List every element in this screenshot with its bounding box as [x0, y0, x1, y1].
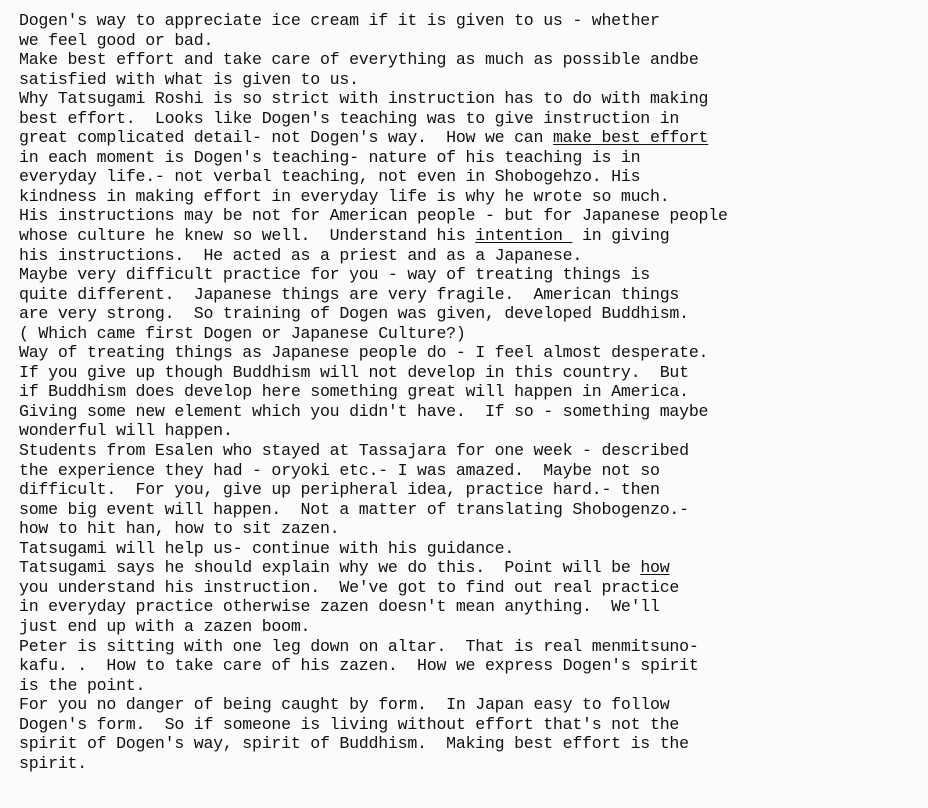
- text-segment: whose culture he knew so well. Understand his: [19, 226, 476, 246]
- text-line: [19, 637, 919, 657]
- text-segment: Dogen's way to appreciate ice cream if it is given to us - whether: [19, 11, 660, 30]
- text-segment: quite different. Japanese things are very fragile. American things: [19, 284, 680, 304]
- text-line: [19, 656, 919, 676]
- typed-text-body: [19, 11, 919, 773]
- text-line: [19, 461, 919, 481]
- text-segment: Tatsugami says he should explain why we do this. Point will be: [19, 558, 641, 578]
- text-segment: His instructions may be not for American people - but for Japanese people: [19, 206, 728, 226]
- underlined-text: intention: [475, 226, 573, 246]
- text-segment: Why Tatsugami Roshi is so strict with instruction has to do with making: [19, 89, 709, 109]
- text-segment: ( Which came first Dogen or Japanese Culture?): [19, 323, 466, 343]
- text-line: [19, 695, 919, 715]
- text-line: [19, 285, 919, 305]
- text-line: [19, 226, 919, 246]
- text-line: [19, 441, 919, 461]
- text-line: [19, 382, 919, 402]
- text-segment: how to hit han, how to sit zazen.: [19, 519, 340, 539]
- text-segment: If you give up though Buddhism will not develop in this country. But: [19, 362, 689, 382]
- text-segment: satisfied with what is given to us.: [19, 69, 359, 89]
- text-line: [19, 11, 919, 31]
- text-line: [19, 167, 919, 187]
- text-segment: in everyday practice otherwise zazen doesn't mean anything. We'll: [19, 597, 660, 617]
- text-segment: we feel good or bad.: [19, 30, 214, 50]
- text-segment: you understand his instruction. We've got to find out real practice: [19, 577, 680, 597]
- text-line: [19, 480, 919, 500]
- text-line: [19, 246, 919, 266]
- text-segment: best effort. Looks like Dogen's teaching was to give instruction in: [19, 108, 680, 128]
- text-segment: Make best effort and take care of everything as much as possible andbe: [19, 50, 699, 70]
- underlined-text: how: [640, 558, 670, 578]
- text-segment: in each moment is Dogen's teaching- nature of his teaching is in: [19, 147, 641, 167]
- text-line: [19, 715, 919, 735]
- text-segment: are very strong. So training of Dogen was given, developed Buddhism.: [19, 304, 689, 324]
- text-line: [19, 519, 919, 539]
- text-line: [19, 31, 919, 51]
- text-segment: Peter is sitting with one leg down on altar. That is real menmitsuno-: [19, 636, 699, 656]
- text-line: [19, 676, 919, 696]
- text-line: [19, 187, 919, 207]
- text-line: [19, 343, 919, 363]
- text-segment: kindness in making effort in everyday life is why he wrote so much.: [19, 186, 670, 206]
- text-line: [19, 597, 919, 617]
- text-segment: the experience they had - oryoki etc.- I was amazed. Maybe not so: [19, 460, 660, 480]
- text-segment: everyday life.- not verbal teaching, not even in Shobogehzo. His: [19, 167, 641, 187]
- text-segment: spirit.: [19, 753, 87, 773]
- text-segment: Dogen's form. So if someone is living without effort that's not the: [19, 714, 680, 734]
- text-line: [19, 578, 919, 598]
- text-segment: wonderful will happen.: [19, 421, 233, 441]
- underlined-text: make best effort: [552, 128, 709, 148]
- text-segment: just end up with a zazen boom.: [19, 616, 311, 636]
- text-line: [19, 500, 919, 520]
- text-segment: Tatsugami will help us- continue with his guidance.: [19, 538, 515, 558]
- text-line: [19, 402, 919, 422]
- text-line: [19, 363, 919, 383]
- text-line: [19, 734, 919, 754]
- text-segment: spirit of Dogen's way, spirit of Buddhism. Making best effort is the: [19, 734, 689, 754]
- text-segment: Maybe very difficult practice for you - way of treating things is: [19, 265, 651, 285]
- text-line: [19, 304, 919, 324]
- text-segment: great complicated detail- not Dogen's way. How we can: [19, 128, 553, 148]
- text-line: [19, 109, 919, 129]
- text-line: [19, 50, 919, 70]
- text-line: [19, 265, 919, 285]
- text-line: [19, 324, 919, 344]
- text-line: [19, 89, 919, 109]
- text-segment: Students from Esalen who stayed at Tassajara for one week - described: [19, 441, 689, 461]
- text-segment: difficult. For you, give up peripheral idea, practice hard.- then: [19, 480, 660, 500]
- text-segment: For you no danger of being caught by form. In Japan easy to follow: [19, 695, 670, 715]
- text-line: [19, 617, 919, 637]
- text-line: [19, 70, 919, 90]
- text-segment: if Buddhism does develop here something great will happen in America.: [19, 382, 689, 402]
- text-segment: Giving some new element which you didn't have. If so - something maybe: [19, 401, 709, 421]
- text-line: [19, 558, 919, 578]
- text-line: [19, 148, 919, 168]
- text-segment: Way of treating things as Japanese people do - I feel almost desperate.: [19, 343, 709, 363]
- text-segment: is the point.: [19, 675, 146, 695]
- text-line: [19, 754, 919, 774]
- text-line: [19, 421, 919, 441]
- text-line: [19, 539, 919, 559]
- text-segment: in giving: [572, 226, 670, 246]
- text-line: [19, 128, 919, 148]
- text-line: [19, 206, 919, 226]
- text-segment: his instructions. He acted as a priest and as a Japanese.: [19, 245, 583, 265]
- text-segment: some big event will happen. Not a matter of translating Shobogenzo.-: [19, 499, 689, 519]
- text-segment: kafu. . How to take care of his zazen. How we express Dogen's spirit: [19, 656, 699, 676]
